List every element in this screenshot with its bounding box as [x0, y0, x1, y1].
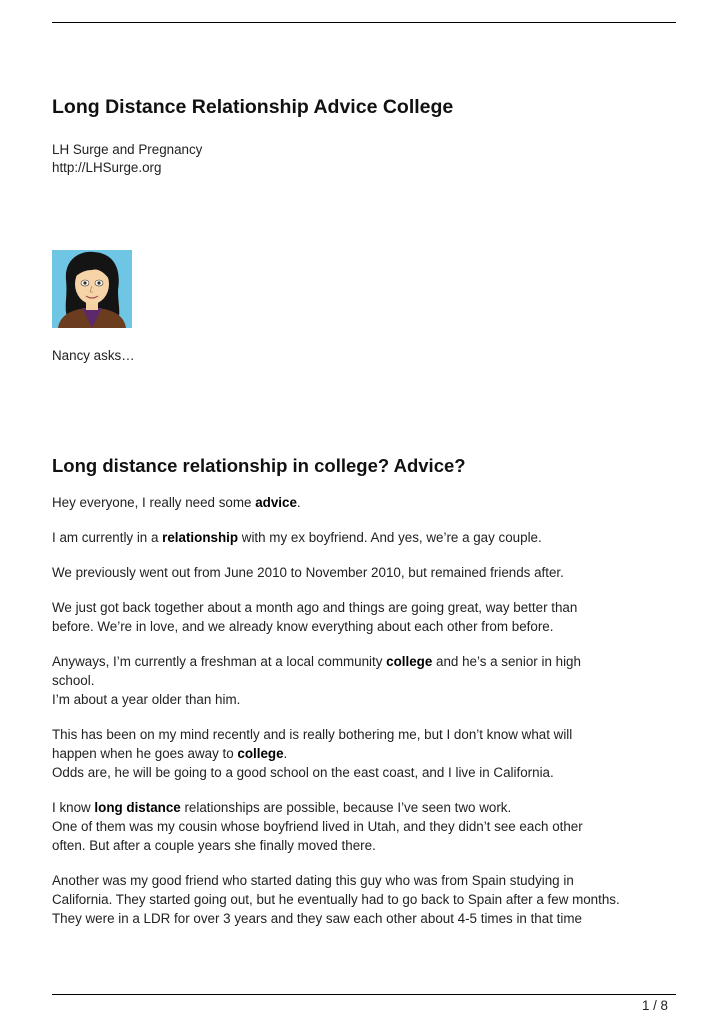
text-span: happen when he goes away to [52, 746, 238, 761]
paragraph-7 [52, 798, 682, 855]
source-info [52, 141, 202, 177]
site-url[interactable]: http://LHSurge.org [52, 160, 162, 175]
text-line: Another was my good friend who started dating this guy who was from Spain studying in [52, 873, 574, 888]
text-span: I know [52, 800, 95, 815]
text-line: California. They started going out, but he eventually had to go back to Spain after a few months. [52, 892, 620, 907]
text-line: school. [52, 673, 95, 688]
asker-line: Nancy asks… [52, 348, 135, 363]
avatar [52, 250, 132, 328]
text-span: and he’s a senior in high [432, 654, 581, 669]
page-number: 1 / 8 [641, 998, 668, 1013]
text-span: Hey everyone, I really need some [52, 495, 256, 510]
page-title: Long Distance Relationship Advice College [52, 96, 454, 118]
text-span: Anyways, I’m currently a freshman at a local community [52, 654, 387, 669]
paragraph-8 [52, 871, 682, 928]
bottom-rule [52, 994, 676, 995]
text-line: One of them was my cousin whose boyfriend lived in Utah, and they didn’t see each other [52, 819, 583, 834]
text-span: . [296, 495, 301, 510]
paragraph-3: We previously went out from June 2010 to November 2010, but remained friends after. [52, 565, 564, 580]
text-span: with my ex boyfriend. And yes, we’re a gay couple. [238, 530, 542, 545]
keyword: relationship [162, 530, 239, 545]
paragraph-4 [52, 598, 682, 636]
keyword: college [237, 746, 284, 761]
keyword: college [386, 654, 433, 669]
keyword: advice [255, 495, 297, 510]
text-span: relationships are possible, because I’ve seen two work. [180, 800, 512, 815]
site-name: LH Surge and Pregnancy [52, 142, 203, 157]
top-rule [52, 22, 676, 23]
text-line: before. We’re in love, and we already know everything about each other from before. [52, 619, 554, 634]
text-span: I am currently in a [52, 530, 163, 545]
text-line: often. But after a couple years she finally moved there. [52, 838, 376, 853]
paragraph-2 [52, 528, 682, 547]
paragraph-5 [52, 652, 682, 709]
text-line: We just got back together about a month ago and things are going great, way better than [52, 600, 578, 615]
paragraph-6 [52, 725, 682, 782]
question-title: Long distance relationship in college? Advice? [52, 455, 466, 476]
text-line: I’m about a year older than him. [52, 692, 241, 707]
text-line: Odds are, he will be going to a good school on the east coast, and I live in California. [52, 765, 554, 780]
paragraph-1 [52, 493, 682, 512]
question-body [52, 493, 682, 944]
keyword: long distance [94, 800, 181, 815]
cartoon-avatar-icon [52, 250, 132, 328]
text-line: They were in a LDR for over 3 years and they saw each other about 4-5 times in that time [52, 911, 582, 926]
text-line: This has been on my mind recently and is really bothering me, but I don’t know what will [52, 727, 573, 742]
text-span: . [283, 746, 288, 761]
